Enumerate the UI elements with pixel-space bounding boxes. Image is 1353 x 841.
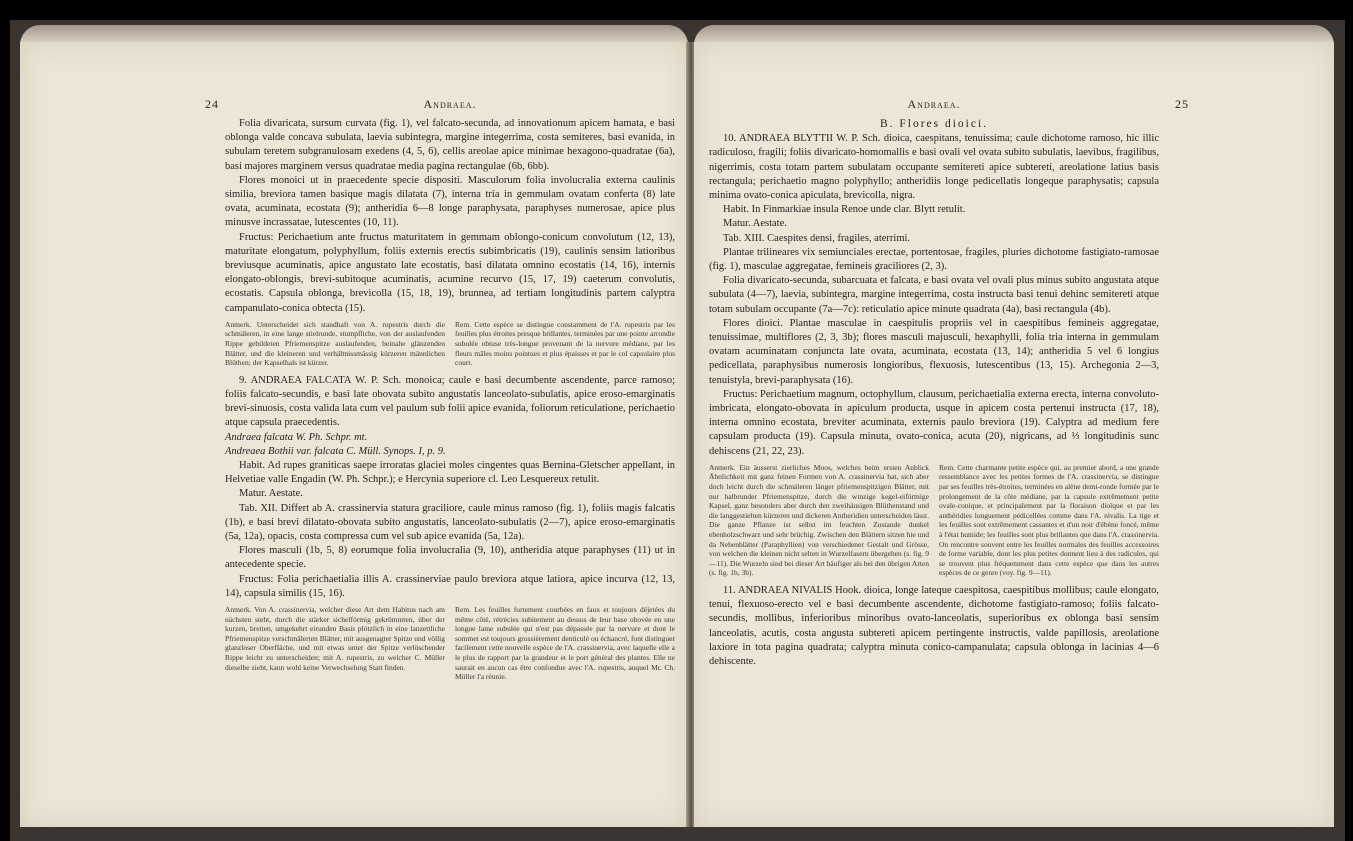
synonym: Andreaea Bothii var. falcata C. Müll. Synops. I, p. 9.: [225, 445, 446, 457]
note-german: Anmerk. Unterscheidet sich standhaft von A. rupestris durch die schmäleren, in eine lange stielrunde, stumpfliche, von der auslaufenden Rippe gebildeten Pfriemenspitze auslaufenden, beinahe glänzenden Blätter, und die kleineren und verhältnissmässig kürzeren männlichen Blüthen; der Kapselhals ist kürzer.: [225, 319, 445, 368]
paragraph: Plantae trilineares vix semiunciales erectae, portentosae, fragiles, pluries dichotome fastigiato-ramosae (fig. 1), masculae aggregatae, femineis graciliores (2, 3).: [709, 246, 1159, 273]
footnote-block: [225, 320, 675, 368]
note-french: Rem. Cette espèce se distingue constamment de l'A. rupestris par les feuilles plus étroites presque brillantes, terminées par une pointe arrondie subulée obtuse très-longue provenant de la nervure médiane, par les fleurs mâles moins pointues et plus épaisses et par le col capsulaire plus court.: [455, 319, 675, 368]
paragraph: Flores dioici. Plantae masculae in caespitulis propriis vel in caespitibus femineis aggregatae, tenuissimae, multiflores (2, 3, 3b); flores masculi majusculi, hexaphylli, folia tria interna in gemmulam ovatam acuminatam conjuncta late ovata, acuminata, ecostata (13, 14); antheridia 5 vel 6 longius pedicellata, paraphysibus numerosis longioribus, flexuosis, lutescentibus (13, 15). Archegonia 2—3, tenuistyla, brevi-paraphysata (16).: [709, 317, 1159, 386]
footnote-block: [225, 605, 675, 682]
footnote-block: [709, 463, 1159, 578]
species-heading: 10. ANDRAEA BLYTTII W. P. Sch. dioica, caespitans, tenuissima; caule dichotome ramoso, hic illic radiculoso, fragili; foliis divaricato-homomallis e basi ovali vel ovata subito subulatis, laevibus, fragilibus, nigerrimis, costa totam partem subulatam occupante semitereti apice subteretí, areolatione latius basis rectangula; perichaetio magno polyphyllo; antheridiis longe pedicellatis longeque paraphysatis; capsula minima ovato-conica apiculata, brevicolla, nigra.: [709, 133, 1159, 202]
paragraph: Fructus: Folia perichaetialia illis A. crassinerviae paulo breviora atque latiora, apice incurva (12, 13, 14), capsula similis (15, 16).: [225, 573, 675, 599]
paragraph: Tab. XII. Differt ab A. crassinervia statura graciliore, caule minus ramoso (fig. 1), foliis magis falcatis (1b), e basi brevi dilatato-obovata subito angustatis, lanceolato-subulatis (2—7), apice eroso-emarginatis (5a, 12a), opacis, costa compressa cum vel sub apice evanida (5a, 12a).: [225, 502, 675, 543]
paragraph: Habit. In Finmarkiae insula Renoe unde clar. Blytt retulit.: [723, 204, 966, 216]
species-heading: 11. ANDRAEA NIVALIS Hook. dioica, longe lateque caespitosa, caespitibus mollibus; caule elongato, tenui, flexuoso-erecto vel e basi decumbente ascendente, dichotome fastigiato-ramoso; foliis falcato-secundis, mollibus, inferioribus minoribus ovato-lanceolatis, superioribus ex oblonga basi sensim lanceolatis, acutis, costa angusta subtereti apicem pertingente instructis, valde papillosis, areolatione laxiore in tota pagina quadrata; calyptra minuta conico-campanulata; capsula oblonga in lacinias 4—6 dehiscente.: [709, 585, 1159, 668]
note-german: Anmerk. Ein äusserst zierliches Moos, welches beim ersten Anblick Ähnlichkeit mit ganz feinen Formen von A. crassinervia hat, sich aber doch leicht durch die schmäleren länger pfriemenspitzigen Blätter, mit nur halbrunder Pfriemenspitze, durch die winzige kegel-eiförmige Kapsel, ganz besonders aber durch den zweihäusigen Blüthenstand und die langgestielten kürzeren und dickeren Antheridien unterscheiden lässt. Die ganze Pflanze ist selbst im feuchten Zustande dunkel ebenholzschwarz und sehr brüchig. Zwischen den Blättern sitzen hie und da Nebenblätter (Paraphyllien) von verschiedener Gestalt und Grösse, von welchen die kleinen nicht selten in Wurzelfasern übergehen (s. fig. 9—11). Die Wurzeln sind bei dieser Art häufiger als bei den übrigen Arten (s. fig. 1b, 3b).: [709, 462, 929, 578]
paragraph: Matur. Aestate.: [239, 488, 303, 500]
paragraph: Tab. XIII. Caespites densi, fragiles, aterrimi.: [723, 232, 911, 244]
synonym: Andraea falcata W. Ph. Schpr. mt.: [225, 431, 368, 443]
paragraph: Folia divaricato-secunda, subarcuata et falcata, e basi ovata vel ovali plus minus subito angustata atque subulata (4—7), laevia, subintegra, margine integerrima, costa instructa basi tenui dehinc semitereti atque totam subulam occupante (7a—7c): reticulatio apice minute quadrata (4a), basi rectangula (4b).: [709, 275, 1159, 315]
paragraph: Fructus: Perichaetium magnum, octophyllum, clausum, perichaetialia externa erecta, interna convoluto-imbricata, elongato-obovata in apiculum producta, usque in apicem costa pertenui instructa (17, 18), interna omnino ecostata, breviter acuminata, externis paulo breviora (19). Calyptra ad medium fere capsulam producta (19). Capsula minuta, ovato-conica, acuta (20), nigricans, ad ⅓ longitudinis sunc dehiscens (21, 22, 23).: [709, 388, 1159, 457]
right-page: [694, 42, 1334, 827]
page-number: 25: [1175, 97, 1189, 111]
running-head: Andraea.: [423, 97, 477, 111]
paragraph: Flores monoici ut in praecedente specie dispositi. Masculorum folia involucralia externa caulinis similia, breviora tamen basique magis dilatata (7), interna tria in gemmulam ovatam conferta (8) late ovata, acuminata, ecostata (9); antheridia 6—8 longe paraphysata, paraphyses numerosae, apice plus minusve incrassatae, lutescentes (10, 11).: [225, 174, 675, 229]
paragraph: Flores masculi (1b, 5, 8) eorumque folia involucralia (9, 10), antheridia atque paraphyses (11) ut in antecedente specie.: [225, 545, 675, 571]
paragraph: Fructus: Perichaetium ante fructus maturitatem in gemmam oblongo-conicum convolutum (12, 13), maturitate elongatum, polyphyllum, foliis externis erectis subimbricatis (19), caulinis sensim latioribus breviusque acuminatis, apice angustato late ecostatis, basi dilatata omnino ecostatis (14, 16), internis elongato-oblongis, brevi-subitoque acuminatis, acumine recurvo (15, 17, 19) caeterum convolutis, ecostatis. Capsula oblonga, brevicolla (15, 18, 19), brunnea, ad tertiam longitudinis partem calyptra campanulato-conica obtecta (15).: [225, 231, 675, 314]
page-number: 24: [205, 97, 219, 111]
running-head: Andraea.: [907, 97, 961, 111]
note-french: Rem. Cette charmante petite espèce qui, au premier abord, a une grande ressemblance avec les petites formes de l'A. crassinervia, se distingue par ses feuilles très-étroites, terminées en alène demi-ronde formée par le prolongement de la côte médiane, par la capsule extrêmement petite ovale-conique, et principalement par la floraison dioïque et par les anthéridies longuement pédicellées comme dans l'A. nivalis. La tige et les feuilles sont extrêmement cassantes et d'un noir d'ébène foncé, même à l'état humide; les feuilles sont plus brillantes que dans l'A. crassinervia. On rencontre souvent entre les feuilles normales des feuilles accessoires de forme variable, dont les plus petites donnent lieu à des radicules, qui se trouvent plus fréquemment dans cette espèce que dans les autres espèces de ce genre (voy. fig. 9—11).: [939, 462, 1159, 578]
paragraph: Habit. Ad rupes graniticas saepe irroratas glaciei moles cingentes quas Bernina-Gletscher appellant, in Helvetiae valle Engadin (W. Ph. Schpr.); e Hercynia superiore cl. Leo Lesquereux retulit.: [225, 460, 675, 486]
note-german: Anmerk. Von A. crassinervia, welcher diese Art dem Habitus nach am nächsten steht, durch die stärker sichelförmig gekrümmten, über der kurzen, breiten, umgekehrt eirunden Basis plötzlich in eine lanzettliche Pfriemenspitze verschmälerten Blätter, mit ausgenagter Spitze und völlig glanzloser Oberfläche, und mit etwas unter der Spitze verlöschender Rippe leicht zu unterscheiden; mit A. rupestris, zu welcher C. Müller dieselbe zieht, kann wohl keine Verwechselung Statt finden.: [225, 605, 445, 672]
species-heading: 9. ANDRAEA FALCATA W. P. Sch. monoica; caule e basi decumbente ascendente, parce ramoso; foliis falcato-secundis, e basi late obovata subito angustatis lanceolato-subulatis, apice eroso-emarginatis brevi-sinuosis, costa valida lata cum vel paulum sub folii apice evanida, foliorum reticulatione, perichaetio atque capsula praecedentis.: [225, 374, 675, 429]
note-french: Rem. Les feuilles fortement courbées en faux et toujours déjetées du même côté, rétrécies subitement au dessus de leur base obovée en une longue lame subulée qui n'est pas dépassée par la nervure et dont le sommet est toujours grossièrement denticulé ou échancré, font distinguer facilement cette nouvelle espèce de l'A. crassinervia, avec laquelle elle a le plus de rapport par la grandeur et le port général des plantes. Elle ne saurait en aucun cas être confondue avec l'A. rupestris, auquel Mr. Ch. Müller l'a réunie.: [455, 605, 675, 682]
paragraph: Matur. Aestate.: [723, 218, 787, 230]
paragraph: Folia divaricata, sursum curvata (fig. 1), vel falcato-secunda, ad innovationum apicem hamata, e basi oblonga valde concava subulata, laevia subintegra, margine integerrima, costa semiteres, basi evanida, in subulam teretem subgranulosam exedens (4, 5, 6), cellis areolae apice minimae hexagono-quadratae (6a), basi majores marginem versus quadratae media pagina rectangulae (6b, 6bb).: [225, 118, 675, 172]
left-page: [20, 42, 688, 827]
section-heading: B. Flores dioici.: [879, 118, 989, 130]
